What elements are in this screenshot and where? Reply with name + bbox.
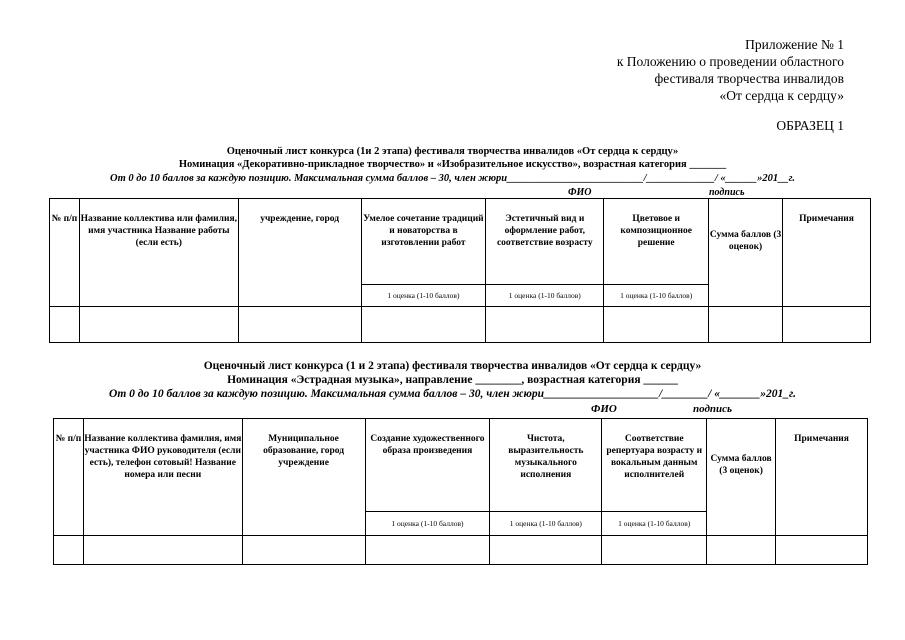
- sheet2-table: [53, 418, 868, 565]
- sheet2-cell-c1[interactable]: [365, 536, 490, 565]
- sheet1-cell-name[interactable]: [79, 307, 238, 343]
- sheet1-header-notes: [783, 199, 871, 307]
- sheet1-header-num-text: № п/п: [51, 214, 78, 224]
- sheet2-cell-c2[interactable]: [490, 536, 602, 565]
- sheet1-header-c3: [604, 199, 709, 285]
- sheet1-cell-notes[interactable]: [783, 307, 871, 343]
- sheet2-instructions: От 0 до 10 баллов за каждую позицию. Максимальная сумма баллов – 30, член жюри____________________/________/ «_______»201_г.: [109, 388, 796, 400]
- appendix-line-2: к Положению о проведении областного: [616, 54, 844, 69]
- sheet1-header-c1: [361, 199, 486, 285]
- sheet1-table: [49, 198, 871, 343]
- sheet1-header-name: [79, 199, 238, 307]
- sheet2-cell-notes[interactable]: [776, 536, 868, 565]
- sheet1-header-notes-text: Примечания: [799, 214, 854, 224]
- sheet2-cell-sum[interactable]: [707, 536, 776, 565]
- sheet1-header-sum-text: Сумма баллов (3 оценок): [709, 229, 782, 252]
- sheet1-header-num: [50, 199, 80, 307]
- sheet2-header-org: [242, 419, 365, 536]
- sheet2-header-c3-text: Соответствие репертуара возрасту и вокальным данным исполнителей: [606, 434, 703, 480]
- sheet1-cell-c2[interactable]: [486, 307, 604, 343]
- sheet2-header-name-text: Название коллектива фамилия, имя участника ФИО руководителя (если есть), телефон сотовый! Название номера или песни: [84, 434, 242, 480]
- sheet1-header-c1-text: Умелое сочетание традиций и новаторства в изготовлении работ: [363, 214, 484, 248]
- sheet2-header-c2-text: Чистота, выразительность музыкального исполнения: [508, 434, 584, 480]
- sheet1-fio-label: ФИО: [568, 187, 592, 198]
- sheet1-header-name-text: Название коллектива или фамилия, имя участника Название работы (если есть): [80, 214, 237, 248]
- sheet2-cell-num[interactable]: [54, 536, 84, 565]
- sheet1-header-org: [238, 199, 361, 307]
- sheet1-cell-sum[interactable]: [709, 307, 783, 343]
- appendix-line-4: «От сердца к сердцу»: [719, 88, 844, 103]
- sheet2-header-c2: [490, 419, 602, 512]
- appendix-line-1: Приложение № 1: [745, 37, 844, 52]
- sheet2-signature-label: подпись: [693, 403, 733, 415]
- sheet2-header-sum-text: Сумма баллов (3 оценок): [710, 454, 772, 476]
- sheet2-header-num: [54, 419, 84, 536]
- sheet1-header-sum: [709, 199, 783, 307]
- sheet2-header-c1-text: Создание художественного образа произведения: [370, 434, 485, 456]
- sheet2-header-notes-text: Примечания: [794, 434, 849, 444]
- sheet1-signature-label: подпись: [709, 187, 745, 198]
- sheet2-score-note-3: 1 оценка (1-10 баллов): [602, 512, 707, 536]
- sheet2-header-c3: [602, 419, 707, 512]
- sheet2-title: Оценочный лист конкурса (1 и 2 этапа) фестиваля творчества инвалидов «От сердца к сердцу»: [203, 360, 702, 372]
- sheet1-header-c2-text: Эстетичный вид и оформление работ, соответствие возрасту: [496, 214, 593, 248]
- sheet2-nomination: Номинация «Эстрадная музыка», направление ________, возрастная категория ______: [227, 374, 678, 386]
- sample-label: ОБРАЗЕЦ 1: [776, 118, 844, 133]
- sheet2-cell-name[interactable]: [83, 536, 242, 565]
- sheet1-score-note-2: 1 оценка (1-10 баллов): [486, 285, 604, 307]
- sheet2-header-name: [83, 419, 242, 536]
- sheet2-score-note-1: 1 оценка (1-10 баллов): [365, 512, 490, 536]
- sheet2-cell-c3[interactable]: [602, 536, 707, 565]
- sheet2-header-num-text: № п/п: [55, 434, 82, 444]
- sheet1-title: Оценочный лист конкурса (1и 2 этапа) фестиваля творчества инвалидов «От сердца к сердцу»: [226, 146, 679, 157]
- sheet2-score-note-2: 1 оценка (1-10 баллов): [490, 512, 602, 536]
- appendix-header: [617, 36, 844, 104]
- sheet2-header-org-text: Муниципальное образование, город учреждение: [263, 434, 345, 468]
- sheet1-nomination: Номинация «Декоративно-прикладное творчество» и «Изобразительное искусство», возрастная категория _______: [178, 159, 727, 170]
- appendix-line-3: фестиваля творчества инвалидов: [654, 71, 844, 86]
- sheet2-fio-label: ФИО: [591, 403, 617, 415]
- sheet2-header-sum: [707, 419, 776, 536]
- sheet1-cell-org[interactable]: [238, 307, 361, 343]
- sheet1-cell-num[interactable]: [50, 307, 80, 343]
- sheet1-score-note-1: 1 оценка (1-10 баллов): [361, 285, 486, 307]
- sheet1-instructions: От 0 до 10 баллов за каждую позицию. Максимальная сумма баллов – 30, член жюри__________________________/_____________/ «______»201__г.: [110, 173, 795, 184]
- sheet1-score-note-3: 1 оценка (1-10 баллов): [604, 285, 709, 307]
- sheet2-header-c1: [365, 419, 490, 512]
- sheet2-cell-org[interactable]: [242, 536, 365, 565]
- sheet1-header-c2: [486, 199, 604, 285]
- sheet2-header-notes: [776, 419, 868, 536]
- sheet1-cell-c1[interactable]: [361, 307, 486, 343]
- sheet1-header-c3-text: Цветовое и композиционное решение: [620, 214, 692, 248]
- sheet1-cell-c3[interactable]: [604, 307, 709, 343]
- sheet1-header-org-text: учреждение, город: [260, 214, 340, 224]
